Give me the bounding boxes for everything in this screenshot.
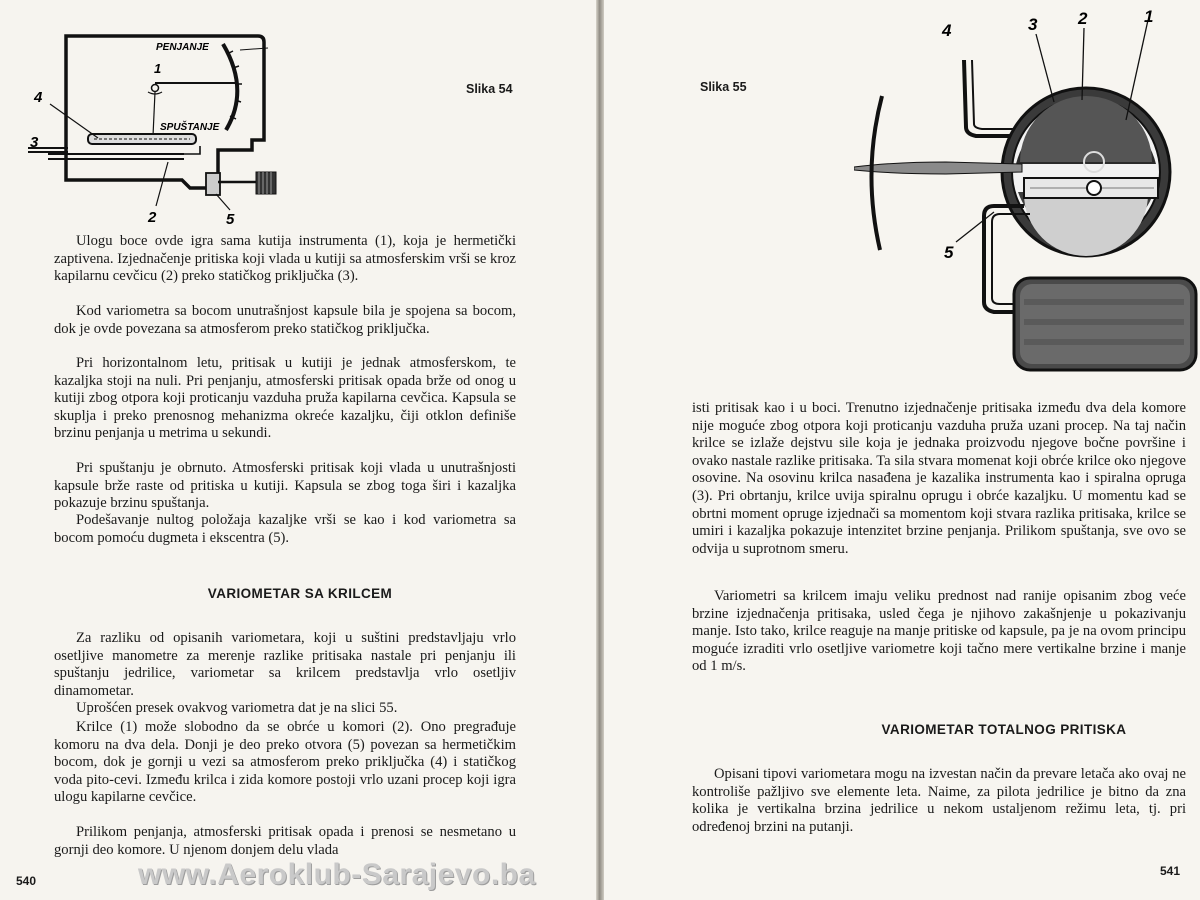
label-1: 1 — [154, 61, 162, 76]
section-heading: VARIOMETAR SA KRILCEM — [207, 586, 393, 601]
figure-caption: Slika 55 — [700, 80, 747, 94]
paragraph: Opisani tipovi variometara mogu na izvestan način da prevare letača ako ovaj ne kontroliše pažljivo sve elemente leta. Naime, za pilota jedrilice je bitno da zna kolika je vertikalna brzina jedrilice u nekom ustaljenom režimu leta, tj. pri određenoj brzini na putanji. — [692, 766, 1186, 835]
paragraph: Za razliku od opisanih variometara, koji u suštini predstavljaju vrlo osetljive manometre za merenje razlike pritisaka nastale pri penjanju ili spuštanju jedrilice, variometar sa krilcem predstavlja vrlo osetljiv dinamometar. — [54, 630, 516, 699]
label-4: 4 — [34, 89, 43, 106]
paragraph: Podešavanje nultog položaja kazaljke vrši se kao i kod variometra sa bocom pomoću dugmeta i ekscentra (5). — [54, 512, 516, 546]
label-1: 1 — [1144, 7, 1154, 26]
scale-arc — [223, 44, 237, 130]
pointer-needle — [854, 162, 1022, 174]
right-page — [604, 0, 1200, 900]
paragraph: Pri spuštanju je obrnuto. Atmosferski pritisak koji vlada u unutrašnjosti kapsule brže raste od pritiska u kutiji. Kapsula se zbog toga širi i kazaljka pokazuje brzinu spuštanja. — [54, 460, 516, 512]
page-number: 540 — [16, 874, 37, 888]
figure-55 — [854, 2, 1200, 392]
paragraph: Krilce (1) može slobodno da se obrće u komori (2). Ono pregrađuje komoru na dva dela. Donji je deo preko otvora (5) povezan sa hermetičkim bocom, dok je gornji u vezi sa atmosferom preko priključka (4) i statičkog voda pito-cevi. Između krilca i zida komore postoji vrlo uzani procep koji igra ulogu kapilarne cevčice. — [54, 719, 516, 806]
label-3: 3 — [30, 134, 39, 151]
book-gutter — [596, 0, 604, 900]
label-5: 5 — [944, 243, 954, 262]
label-4: 4 — [942, 21, 952, 40]
paragraph: isti pritisak kao i u boci. Trenutno izjednačenje pritisaka između dva dela komore nije moguće zbog otpora koji proticanju vazduha pruža uzani procep. Na taj način krilce se izlaže dejstvu sile koja je jednaka proizvodu njegove bočne površine i ovako nastale razlike pritisaka. Ta sila stvara momenat koji obrće krilce oko njegove osovine. Na osovinu krilca nasađena je kazalika instrumenta kao i spiralna opruga (3). Pri obrtanju, krilce uvija spiralnu oprugu i obrće kazaljku. U momentu kad se obrtni moment opruge izjednači sa momentom koji stvara razlika pritisaka, krilce se umiri i kazaljka pokazuje intenzitet brzine penjanja. Prilikom spuštanja, sve ovo se odvija u suprotnom smeru. — [692, 400, 1186, 557]
paragraph: Pri horizontalnom letu, pritisak u kutiji je jednak atmosferskom, te kazaljka stoji na nuli. Pri penjanju, atmosferski pritisak opada brže od onog u kutiji zbog otpora koji proticanju vazduha pruža kapilarna cevčica. Kapsula se skuplja i preko prenosnog mehanizma okreće kazaljku, čiji otklon definiše brzinu penjanja u metrima u sekundi. — [54, 355, 516, 442]
label-penjanje: PENJANJE — [156, 42, 209, 53]
label-2: 2 — [1078, 9, 1088, 28]
left-page — [0, 0, 596, 900]
figure-caption: Slika 54 — [466, 82, 513, 96]
label-spustanje: SPUŠTANJE — [160, 122, 220, 133]
scale-arc — [871, 96, 882, 250]
page-number: 541 — [1160, 864, 1181, 878]
paragraph: Variometri sa krilcem imaju veliku prednost nad ranije opisanim zbog veće brzine izjednačenja pritisaka, usled čega je njihovo zakašnjenje u pokazivanju manje. Isto tako, krilce reaguje na manje pritiske od kapsule, pa je na ovom principu moguće izraditi vrlo osetljive variometre koji tačno mere vertikalne brzine i manje od 1 m/s. — [692, 588, 1186, 675]
figure-54 — [28, 28, 328, 228]
watermark: www.Aeroklub-Sarajevo.ba — [138, 858, 536, 891]
paragraph: Kod variometra sa bocom unutrašnjost kapsule bila je spojena sa bocom, dok je ovde povezana sa atmosferom preko statičkog priključka. — [54, 303, 516, 337]
section-heading: VARIOMETAR TOTALNOG PRITISKA — [881, 722, 1127, 737]
paragraph: Uprošćen presek ovakvog variometra dat je na slici 55. — [76, 700, 398, 716]
paragraph: Prilikom penjanja, atmosferski pritisak opada i prenosi se nesmetano u gornji deo komore. U njenom donjem delu vlada — [54, 824, 516, 858]
label-3: 3 — [1028, 15, 1038, 34]
eccentric — [206, 173, 220, 195]
label-5: 5 — [226, 211, 235, 228]
label-2: 2 — [148, 209, 157, 226]
paragraph: Ulogu boce ovde igra sama kutija instrumenta (1), koja je hermetički zaptivena. Izjednačenje pritiska koji vlada u kutiji sa atmosferskim vrši se kroz kapilarnu cevčicu (2) preko statičkog priključka (3). — [54, 233, 516, 285]
